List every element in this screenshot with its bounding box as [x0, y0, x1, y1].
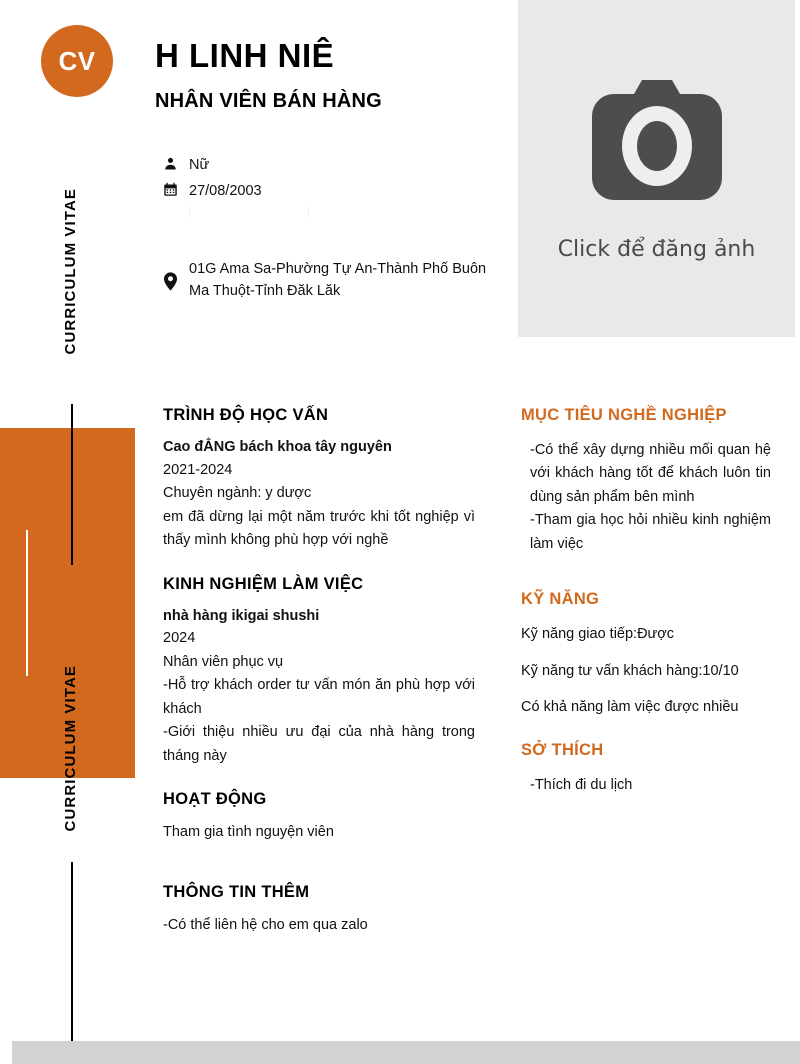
experience-duty-1: -Hỗ trợ khách order tư vấn món ăn phù hợp với khách — [163, 677, 475, 717]
job-title: NHÂN VIÊN BÁN HÀNG — [155, 90, 382, 113]
skill-item-2: Kỹ năng tư vấn khách hàng:10/10 — [521, 662, 739, 679]
section-education — [163, 406, 475, 553]
side-content-column — [521, 406, 771, 819]
page-title: H LINH NIÊ — [155, 37, 335, 74]
section-heading-interests: SỞ THÍCH — [521, 740, 604, 759]
experience-years: 2024 — [163, 630, 196, 647]
black-divider-line-top — [71, 404, 73, 565]
section-additional-info — [163, 883, 475, 937]
white-divider-line — [26, 530, 28, 676]
section-heading-skills: KỸ NĂNG — [521, 590, 600, 609]
calendar-icon — [163, 181, 189, 197]
experience-role: Nhân viên phục vụ — [163, 653, 284, 670]
location-pin-icon — [163, 271, 189, 291]
interests-item-1: -Thích đi du lịch — [530, 776, 633, 793]
section-heading-objective: MỤC TIÊU NGHỀ NGHIỆP — [521, 406, 727, 424]
section-heading-education: TRÌNH ĐỘ HỌC VẤN — [163, 406, 329, 424]
education-years: 2021-2024 — [163, 461, 233, 478]
contact-gender-value: Nữ — [189, 157, 210, 173]
empty-icon-slot — [163, 207, 189, 208]
section-heading-activities: HOẠT ĐỘNG — [163, 790, 267, 809]
activities-item: Tham gia tình nguyện viên — [163, 824, 334, 841]
person-icon — [163, 155, 189, 171]
black-divider-line-bottom — [71, 862, 73, 1042]
cv-logo-badge: CV — [41, 25, 113, 97]
section-objective — [521, 406, 771, 556]
contact-address-value: 01G Ama Sa-Phường Tự An-Thành Phố Buôn Ma Thuột-Tỉnh Đăk Lăk — [189, 261, 487, 299]
photo-upload-caption: Click để đăng ảnh — [557, 236, 756, 262]
section-experience — [163, 575, 475, 769]
education-major: Chuyên ngành: y dược — [163, 485, 312, 502]
skill-item-1: Kỹ năng giao tiếp:Được — [521, 626, 675, 643]
contact-row-gender — [163, 155, 503, 176]
education-school: Cao đẲNG bách khoa tây nguyên — [163, 439, 392, 455]
main-content-column — [163, 406, 475, 959]
experience-duty-2: -Giới thiệu nhiều ưu đại của nhà hàng trong tháng này — [163, 724, 475, 764]
section-heading-additional-info: THÔNG TIN THÊM — [163, 882, 310, 901]
section-skills — [521, 590, 771, 718]
contact-row-birthdate — [163, 181, 503, 202]
education-note: em đã dừng lại một năm trước khi tốt nghiệp vì thấy mình không phù hợp với nghề — [163, 508, 475, 549]
section-activities — [163, 790, 475, 844]
vertical-label-curriculum-vitae-top: CURRICULUM VITAE — [62, 188, 79, 355]
additional-info-item: -Có thể liên hệ cho em qua zalo — [163, 916, 368, 933]
skill-item-3: Có khả năng làm việc được nhiều — [521, 699, 739, 716]
objective-item-1: -Có thể xây dựng nhiều mối quan hệ với khách hàng tốt để khách luôn tin dùng sản phẩm bên mình — [530, 442, 771, 505]
contact-row-address — [163, 259, 503, 303]
vertical-label-curriculum-vitae-bottom: CURRICULUM VITAE — [62, 665, 79, 832]
camera-icon — [569, 76, 744, 221]
photo-upload-placeholder[interactable] — [518, 0, 795, 337]
experience-company: nhà hàng ikigai shushi — [163, 607, 320, 624]
section-interests — [521, 741, 771, 797]
header-block — [155, 38, 505, 113]
bottom-bar — [12, 1041, 800, 1064]
contact-row-empty — [163, 207, 503, 219]
contact-list — [163, 155, 503, 308]
section-heading-experience: KINH NGHIỆM LÀM VIỆC — [163, 574, 364, 593]
contact-birthdate-value: 27/08/2003 — [189, 183, 262, 200]
objective-item-2: -Tham gia học hỏi nhiều kinh nghiệm làm việc — [530, 512, 771, 552]
